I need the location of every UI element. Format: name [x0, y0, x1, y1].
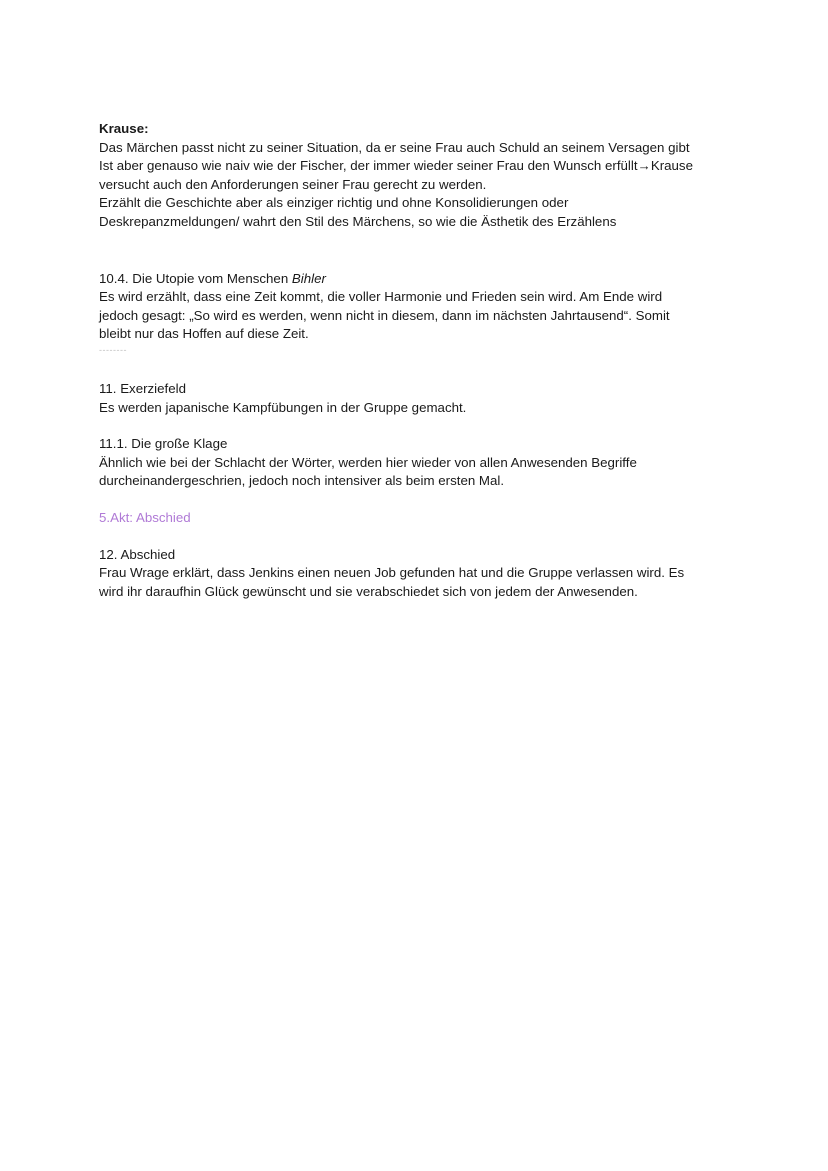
- klage-line-2: durcheinandergeschrien, jedoch noch intensiver als beim ersten Mal.: [99, 473, 505, 489]
- dotted-separator: --------: [99, 344, 127, 355]
- krause-line-4: Erzählt die Geschichte aber als einziger richtig und ohne Konsolidierungen oder: [99, 195, 569, 211]
- spacer: [99, 491, 739, 509]
- utopie-heading: [99, 270, 739, 289]
- utopie-line-1: Es wird erzählt, dass eine Zeit kommt, die voller Harmonie und Frieden sein wird. Am Ende wird: [99, 289, 663, 305]
- abschied-line-1: Frau Wrage erklärt, dass Jenkins einen neuen Job gefunden hat und die Gruppe verlassen wird. Es: [99, 565, 685, 581]
- utopie-line-2: jedoch gesagt: „So wird es werden, wenn nicht in diesem, dann im nächsten Jahrtausend“. Somit: [99, 307, 670, 323]
- krause-line-3: versucht auch den Anforderungen seiner Frau gerecht zu werden.: [99, 176, 487, 192]
- spacer: [99, 417, 739, 435]
- krause-heading: Krause:: [99, 121, 149, 136]
- krause-line-2-tail: Krause: [650, 158, 693, 174]
- utopie-heading-italic: Bihler: [291, 270, 326, 286]
- exerziefeld-line-1: Es werden japanische Kampfübungen in der Gruppe gemacht.: [99, 399, 467, 415]
- krause-line-2-text: Ist aber genauso wie naiv wie der Fischer, der immer wieder seiner Frau den Wunsch erfüllt: [99, 158, 638, 174]
- klage-heading: 11.1. Die große Klage: [99, 436, 228, 452]
- section-exerziefeld: [99, 380, 739, 417]
- abschied-heading: 12. Abschied: [99, 546, 176, 562]
- utopie-heading-text: 10.4. Die Utopie vom Menschen: [99, 270, 292, 286]
- spacer: [99, 528, 739, 546]
- krause-line-5: Deskrepanzmeldungen/ wahrt den Stil des Märchens, so wie die Ästhetik des Erzählens: [99, 213, 617, 229]
- section-akt5: [99, 509, 739, 528]
- section-krause: [99, 120, 739, 232]
- spacer: [99, 356, 739, 380]
- krause-line-1: Das Märchen passt nicht zu seiner Situation, da er seine Frau auch Schuld an seinem Versagen gibt: [99, 139, 690, 155]
- klage-line-1: Ähnlich wie bei der Schlacht der Wörter, werden hier wieder von allen Anwesenden Begriffe: [99, 454, 637, 470]
- utopie-line-3: bleibt nur das Hoffen auf diese Zeit.: [99, 326, 309, 342]
- krause-line-2: [99, 157, 739, 176]
- section-klage: [99, 435, 739, 491]
- section-utopie: [99, 270, 739, 356]
- abschied-line-2: wird ihr daraufhin Glück gewünscht und sie verabschiedet sich von jedem der Anwesenden.: [99, 583, 638, 599]
- exerziefeld-heading: 11. Exerziefeld: [99, 380, 186, 396]
- spacer: [99, 232, 739, 270]
- document-content: [99, 120, 739, 601]
- section-abschied: [99, 546, 739, 602]
- akt5-heading: 5.Akt: Abschied: [99, 509, 191, 525]
- arrow-right-icon: →: [637, 158, 651, 174]
